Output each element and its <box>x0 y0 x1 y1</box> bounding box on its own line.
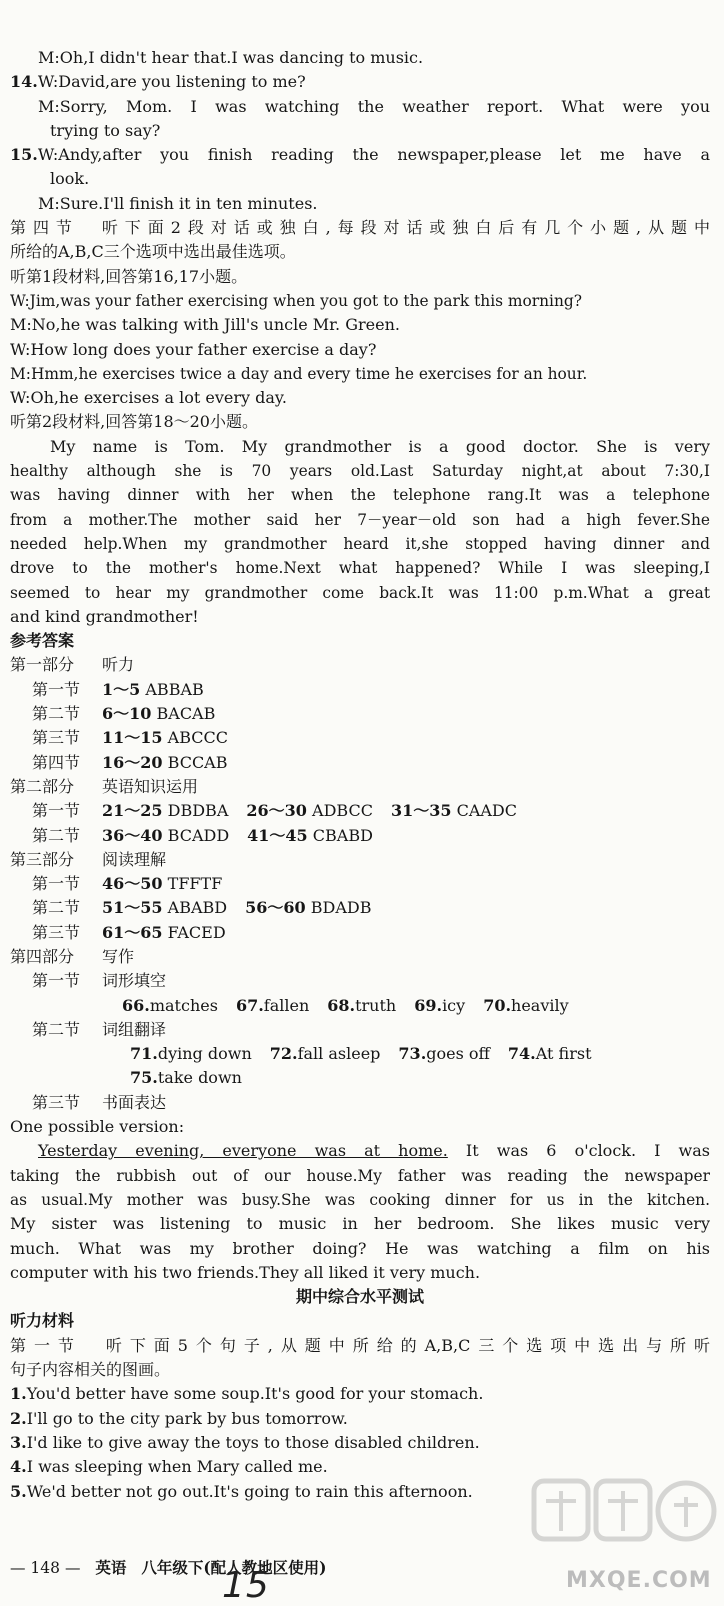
essay-line: as usual.My mother was busy.She was cooking dinner for us in the kitchen. <box>10 1190 710 1209</box>
item-number: 67. <box>235 995 264 1015</box>
part-heading <box>10 945 710 969</box>
part-title: 写作 <box>102 946 135 966</box>
item-text: matches <box>149 995 218 1015</box>
passage-line: and kind grandmother! <box>10 606 199 626</box>
section-label: 第四节 <box>32 752 81 772</box>
answer-row <box>10 678 710 702</box>
essay-line: computer with his two friends.They all liked it very much. <box>10 1262 481 1282</box>
section-title: 书面表达 <box>102 1092 167 1112</box>
answer-item <box>508 1042 592 1066</box>
passage-line: seemed to hear my grandmother come back.It was 11:00 p.m.What a great <box>10 583 710 602</box>
section-label: 第三节 <box>32 728 81 748</box>
question-number: 14. <box>10 72 38 92</box>
page-footer <box>10 1556 327 1578</box>
item-number: 2. <box>10 1408 27 1428</box>
section-instruction: 第一节 听下面5个句子,从题中所给的A,B,C三个选项中选出与所听 <box>10 1335 710 1355</box>
answer-row <box>10 726 710 750</box>
item-text: You'd better have some soup.It's good for your stomach. <box>26 1384 484 1404</box>
item-text: I was sleeping when Mary called me. <box>26 1457 328 1477</box>
answer-group <box>246 799 373 823</box>
item-number: 3. <box>10 1432 27 1452</box>
section-label: 第二节 <box>32 825 81 845</box>
item-text: fall asleep <box>297 1044 381 1064</box>
answer-key: ADBCC <box>312 801 373 821</box>
item-number: 1. <box>10 1384 27 1404</box>
item-text: icy <box>442 995 466 1015</box>
item-text: heavily <box>511 995 569 1015</box>
section-instruction: 句子内容相关的图画。 <box>10 1360 171 1380</box>
section-label: 第三节 <box>32 922 81 942</box>
answer-group <box>102 921 226 945</box>
dialogue-line: W:Andy,after you finish reading the newspaper,please let me have a <box>37 145 710 165</box>
question-14 <box>10 70 710 94</box>
answer-row <box>10 1042 710 1066</box>
answer-group <box>102 799 228 823</box>
answer-key: BACAB <box>156 704 216 724</box>
section-label: 第二节 <box>32 1019 81 1039</box>
transcript-line: M:Oh,I didn't hear that.I was dancing to music. <box>38 48 424 67</box>
section-label: 第二节 <box>32 704 81 724</box>
answer-key: BCADD <box>167 825 230 845</box>
item-text: goes off <box>426 1044 490 1064</box>
answer-item <box>270 1042 381 1066</box>
item-number: 75. <box>130 1068 158 1088</box>
item-text: truth <box>355 995 397 1015</box>
answer-item <box>327 994 396 1018</box>
section-label: 第一节 <box>32 679 81 699</box>
dialogue-line: trying to say? <box>50 120 161 140</box>
section-label: 第二节 <box>32 898 81 918</box>
section-instruction: 第四节 听下面2段对话或独白,每段对话或独白后有几个小题,从题中 <box>10 218 710 238</box>
handwritten-number: 15 <box>222 1565 270 1606</box>
answer-range: 16～20 <box>102 752 163 772</box>
part-label: 第三部分 <box>10 849 75 869</box>
essay-line <box>10 1139 710 1163</box>
sentence-item <box>10 1431 710 1455</box>
item-number: 4. <box>10 1457 27 1477</box>
answer-key: BDADB <box>310 898 372 918</box>
answer-range: 46～50 <box>102 874 163 894</box>
answer-group <box>102 872 222 896</box>
answer-row <box>10 994 710 1018</box>
section-title: 词形填空 <box>102 971 167 991</box>
part-title: 听力 <box>102 655 135 675</box>
item-number: 71. <box>130 1044 158 1064</box>
item-text: dying down <box>157 1044 252 1064</box>
essay-line: much. What was my brother doing? He was watching a film on his <box>10 1238 710 1258</box>
answer-range: 1～5 <box>102 679 141 699</box>
footer-subject: 英语 <box>95 1558 127 1577</box>
item-text: fallen <box>263 995 310 1015</box>
part-label: 第一部分 <box>10 655 75 675</box>
part-title: 英语知识运用 <box>102 776 199 796</box>
answer-row <box>10 799 710 823</box>
answer-row <box>10 824 710 848</box>
material-heading: 听第1段材料,回答第16,17小题。 <box>10 266 248 286</box>
part-heading <box>10 848 710 872</box>
watermark-mark <box>546 1491 698 1531</box>
answer-group <box>391 799 517 823</box>
item-number: 66. <box>122 995 150 1015</box>
midterm-title: 期中综合水平测试 <box>295 1287 424 1307</box>
answer-item <box>414 994 465 1018</box>
section-label: 第三节 <box>32 1092 81 1112</box>
dialogue-line: W:Jim,was your father exercising when you got to the park this morning? <box>10 291 582 310</box>
part-heading <box>10 653 710 677</box>
answer-row <box>10 896 710 920</box>
answer-item <box>130 1042 252 1066</box>
passage-line: My name is Tom. My grandmother is a good doctor. She is very <box>50 436 710 456</box>
answer-row <box>10 751 710 775</box>
answer-range: 56～60 <box>245 898 306 918</box>
essay-line: My sister was listening to music in her bedroom. She likes music very <box>10 1214 710 1234</box>
underlined-sentence: Yesterday evening, everyone was at home. <box>38 1141 448 1161</box>
item-text: take down <box>157 1068 242 1088</box>
document-page <box>10 46 710 1504</box>
answer-item <box>122 994 218 1018</box>
dialogue-line: M:Hmm,he exercises twice a day and every time he exercises for an hour. <box>10 364 588 383</box>
answer-item <box>398 1042 489 1066</box>
part-label: 第四部分 <box>10 946 75 966</box>
section-label: 第一节 <box>32 971 81 991</box>
material-heading: 听第2段材料,回答第18～20小题。 <box>10 412 258 432</box>
footer-grade: 八年级下(配人教地区使用) <box>141 1558 327 1577</box>
part-heading <box>10 775 710 799</box>
essay-text: It was 6 o'clock. I was <box>447 1141 711 1161</box>
answer-range: 11～15 <box>102 728 163 748</box>
item-text: I'll go to the city park by bus tomorrow. <box>26 1408 348 1428</box>
dialogue-line: M:Sure.I'll finish it in ten minutes. <box>38 193 318 213</box>
item-text: At first <box>535 1044 592 1064</box>
answer-range: 41～45 <box>247 825 308 845</box>
item-number: 74. <box>507 1044 536 1064</box>
answer-key: ABCCC <box>167 728 228 748</box>
answer-group <box>102 896 227 920</box>
dialogue-line: M:No,he was talking with Jill's uncle Mr. Green. <box>10 315 400 335</box>
dialogue-line: M:Sorry, Mom. I was watching the weather report. What were you <box>38 96 710 116</box>
materials-heading: 听力材料 <box>10 1311 75 1331</box>
section-label: 第一节 <box>32 874 81 894</box>
answer-row <box>10 872 710 896</box>
sentence-item <box>10 1382 710 1406</box>
item-text: We'd better not go out.It's going to rain this afternoon. <box>26 1481 473 1501</box>
item-number: 72. <box>269 1044 298 1064</box>
answer-key: DBDBA <box>167 801 229 821</box>
section-heading <box>10 1018 710 1042</box>
answer-range: 31～35 <box>390 801 452 821</box>
item-number: 68. <box>327 995 356 1015</box>
section-heading <box>10 1091 710 1115</box>
section-label: 第一节 <box>32 801 81 821</box>
part-label: 第二部分 <box>10 776 75 796</box>
answer-key: TFFTF <box>167 874 223 894</box>
answer-range: 36～40 <box>102 825 163 845</box>
question-15 <box>10 143 710 167</box>
part-title: 阅读理解 <box>102 849 167 869</box>
passage-line: healthy although she is 70 years old.Last Saturday night,at about 7:30,I <box>10 462 710 481</box>
section-heading <box>10 969 710 993</box>
item-number: 70. <box>483 995 512 1015</box>
answer-key: FACED <box>167 922 226 942</box>
dialogue-line: W:How long does your father exercise a day? <box>10 339 377 359</box>
answer-item <box>236 994 309 1018</box>
answer-key: ABBAB <box>145 679 204 699</box>
item-number: 73. <box>398 1044 427 1064</box>
answer-key: BCCAB <box>167 752 228 772</box>
item-number: 5. <box>10 1481 27 1501</box>
answer-group <box>247 824 373 848</box>
dialogue-line: W:David,are you listening to me? <box>37 72 306 92</box>
answer-item <box>483 994 568 1018</box>
item-text: I'd like to give away the toys to those disabled children. <box>26 1432 480 1452</box>
watermark-url: MXQE.COM <box>566 1568 712 1593</box>
answer-range: 21～25 <box>102 801 163 821</box>
answer-group <box>245 896 371 920</box>
answer-row <box>10 702 710 726</box>
answer-range: 51～55 <box>102 898 163 918</box>
answer-group <box>102 824 229 848</box>
question-number: 15. <box>10 145 38 165</box>
passage-line: from a mother.The mother said her 7－year－old son had a high fever.She <box>10 510 710 529</box>
item-number: 69. <box>414 995 443 1015</box>
answer-row <box>10 921 710 945</box>
answer-row <box>10 1066 710 1090</box>
answer-range: 26～30 <box>246 801 307 821</box>
dialogue-line: look. <box>50 169 90 189</box>
answer-key: CAADC <box>456 801 517 821</box>
answer-range: 61～65 <box>102 922 163 942</box>
passage-line: needed help.When my grandmother heard it,she stopped having dinner and <box>10 534 710 553</box>
section-title: 词组翻译 <box>102 1019 167 1039</box>
sentence-item <box>10 1407 710 1431</box>
passage-line: drove to the mother's home.Next what happened? While I was sleeping,I <box>10 559 710 578</box>
essay-line: taking the rubbish out of our house.My father was reading the newspaper <box>10 1166 710 1185</box>
answer-key: CBABD <box>312 825 373 845</box>
dialogue-line: W:Oh,he exercises a lot every day. <box>10 388 287 408</box>
page-number: — 148 — <box>10 1559 81 1577</box>
answer-range: 6～10 <box>102 704 152 724</box>
version-label: One possible version: <box>10 1117 185 1137</box>
answer-key: ABABD <box>167 898 228 918</box>
answers-heading: 参考答案 <box>10 631 75 651</box>
section-instruction: 所给的A,B,C三个选项中选出最佳选项。 <box>10 242 296 262</box>
passage-line: was having dinner with her when the telephone rang.It was a telephone <box>10 486 710 505</box>
